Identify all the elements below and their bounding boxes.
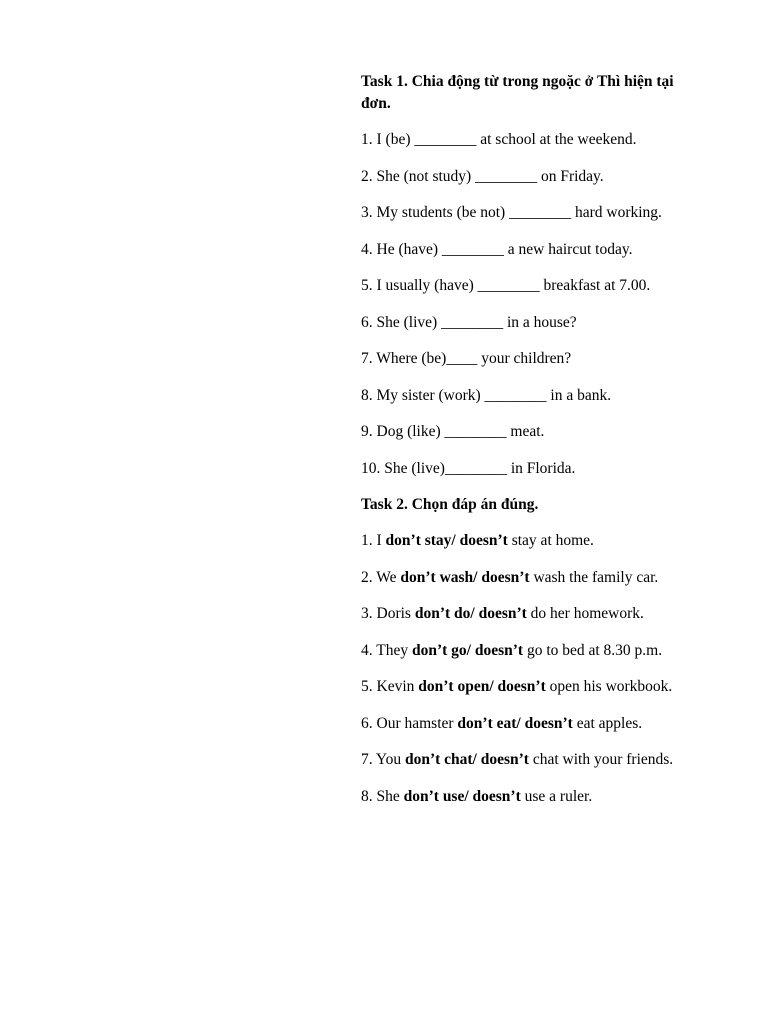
task2-item [361,713,696,735]
item-text: eat apples. [572,714,643,732]
item-text: 6. Our hamster [361,714,458,732]
task1-item: 7. Where (be)____ your children? [361,350,572,367]
task2-item [361,530,696,552]
task2-item [361,676,696,698]
item-text: do her homework. [526,605,644,622]
item-text: 1. I [361,532,386,549]
item-text: 2. We [361,568,401,586]
item-text: open his workbook. [545,678,673,695]
answer-choice: don’t wash/ doesn’t [400,568,530,586]
task1-item: 4. He (have) ________ a new haircut today. [361,240,633,258]
item-text: chat with your friends. [528,751,674,768]
item-text: 8. She [361,787,404,805]
item-text: stay at home. [507,532,594,549]
answer-choice: don’t open/ doesn’t [418,678,546,695]
answer-choice: don’t use/ doesn’t [403,787,521,805]
item-text: 3. Doris [361,605,415,622]
answer-choice: don’t chat/ doesn’t [404,751,529,768]
task2-item [361,603,696,625]
answer-choice: don’t go/ doesn’t [411,641,524,659]
answer-choice: don’t do/ doesn’t [414,605,527,622]
task1-item: 6. She (live) ________ in a house? [361,313,577,331]
task1-item: 8. My sister (work) ________ in a bank. [361,386,612,404]
task2-item [361,786,696,808]
task1-item: 5. I usually (have) ________ breakfast at 7.00. [361,277,651,294]
answer-choice: don’t stay/ doesn’t [385,532,508,549]
item-text: go to bed at 8.30 p.m. [523,641,663,659]
task1-item: 3. My students (be not) ________ hard working. [361,204,662,221]
worksheet-column [361,71,696,822]
item-text: 7. You [361,751,405,768]
task1-item: 2. She (not study) ________ on Friday. [361,167,604,185]
task2-item [361,749,696,771]
task2-item [361,567,696,589]
item-text: use a ruler. [520,787,593,805]
task1-item: 1. I (be) ________ at school at the weekend. [361,131,637,148]
item-text: wash the family car. [529,568,659,586]
task2-title: Task 2. Chọn đáp án đúng. [361,496,539,513]
item-text: 4. They [361,641,412,659]
task2-item [361,640,696,662]
task1-item: 10. She (live)________ in Florida. [361,459,576,477]
item-text: 5. Kevin [361,678,419,695]
task1-item: 9. Dog (like) ________ meat. [361,423,545,440]
task1-title: Task 1. Chia động từ trong ngoặc ở Thì hiện tại đơn. [361,73,674,112]
answer-choice: don’t eat/ doesn’t [457,714,573,732]
